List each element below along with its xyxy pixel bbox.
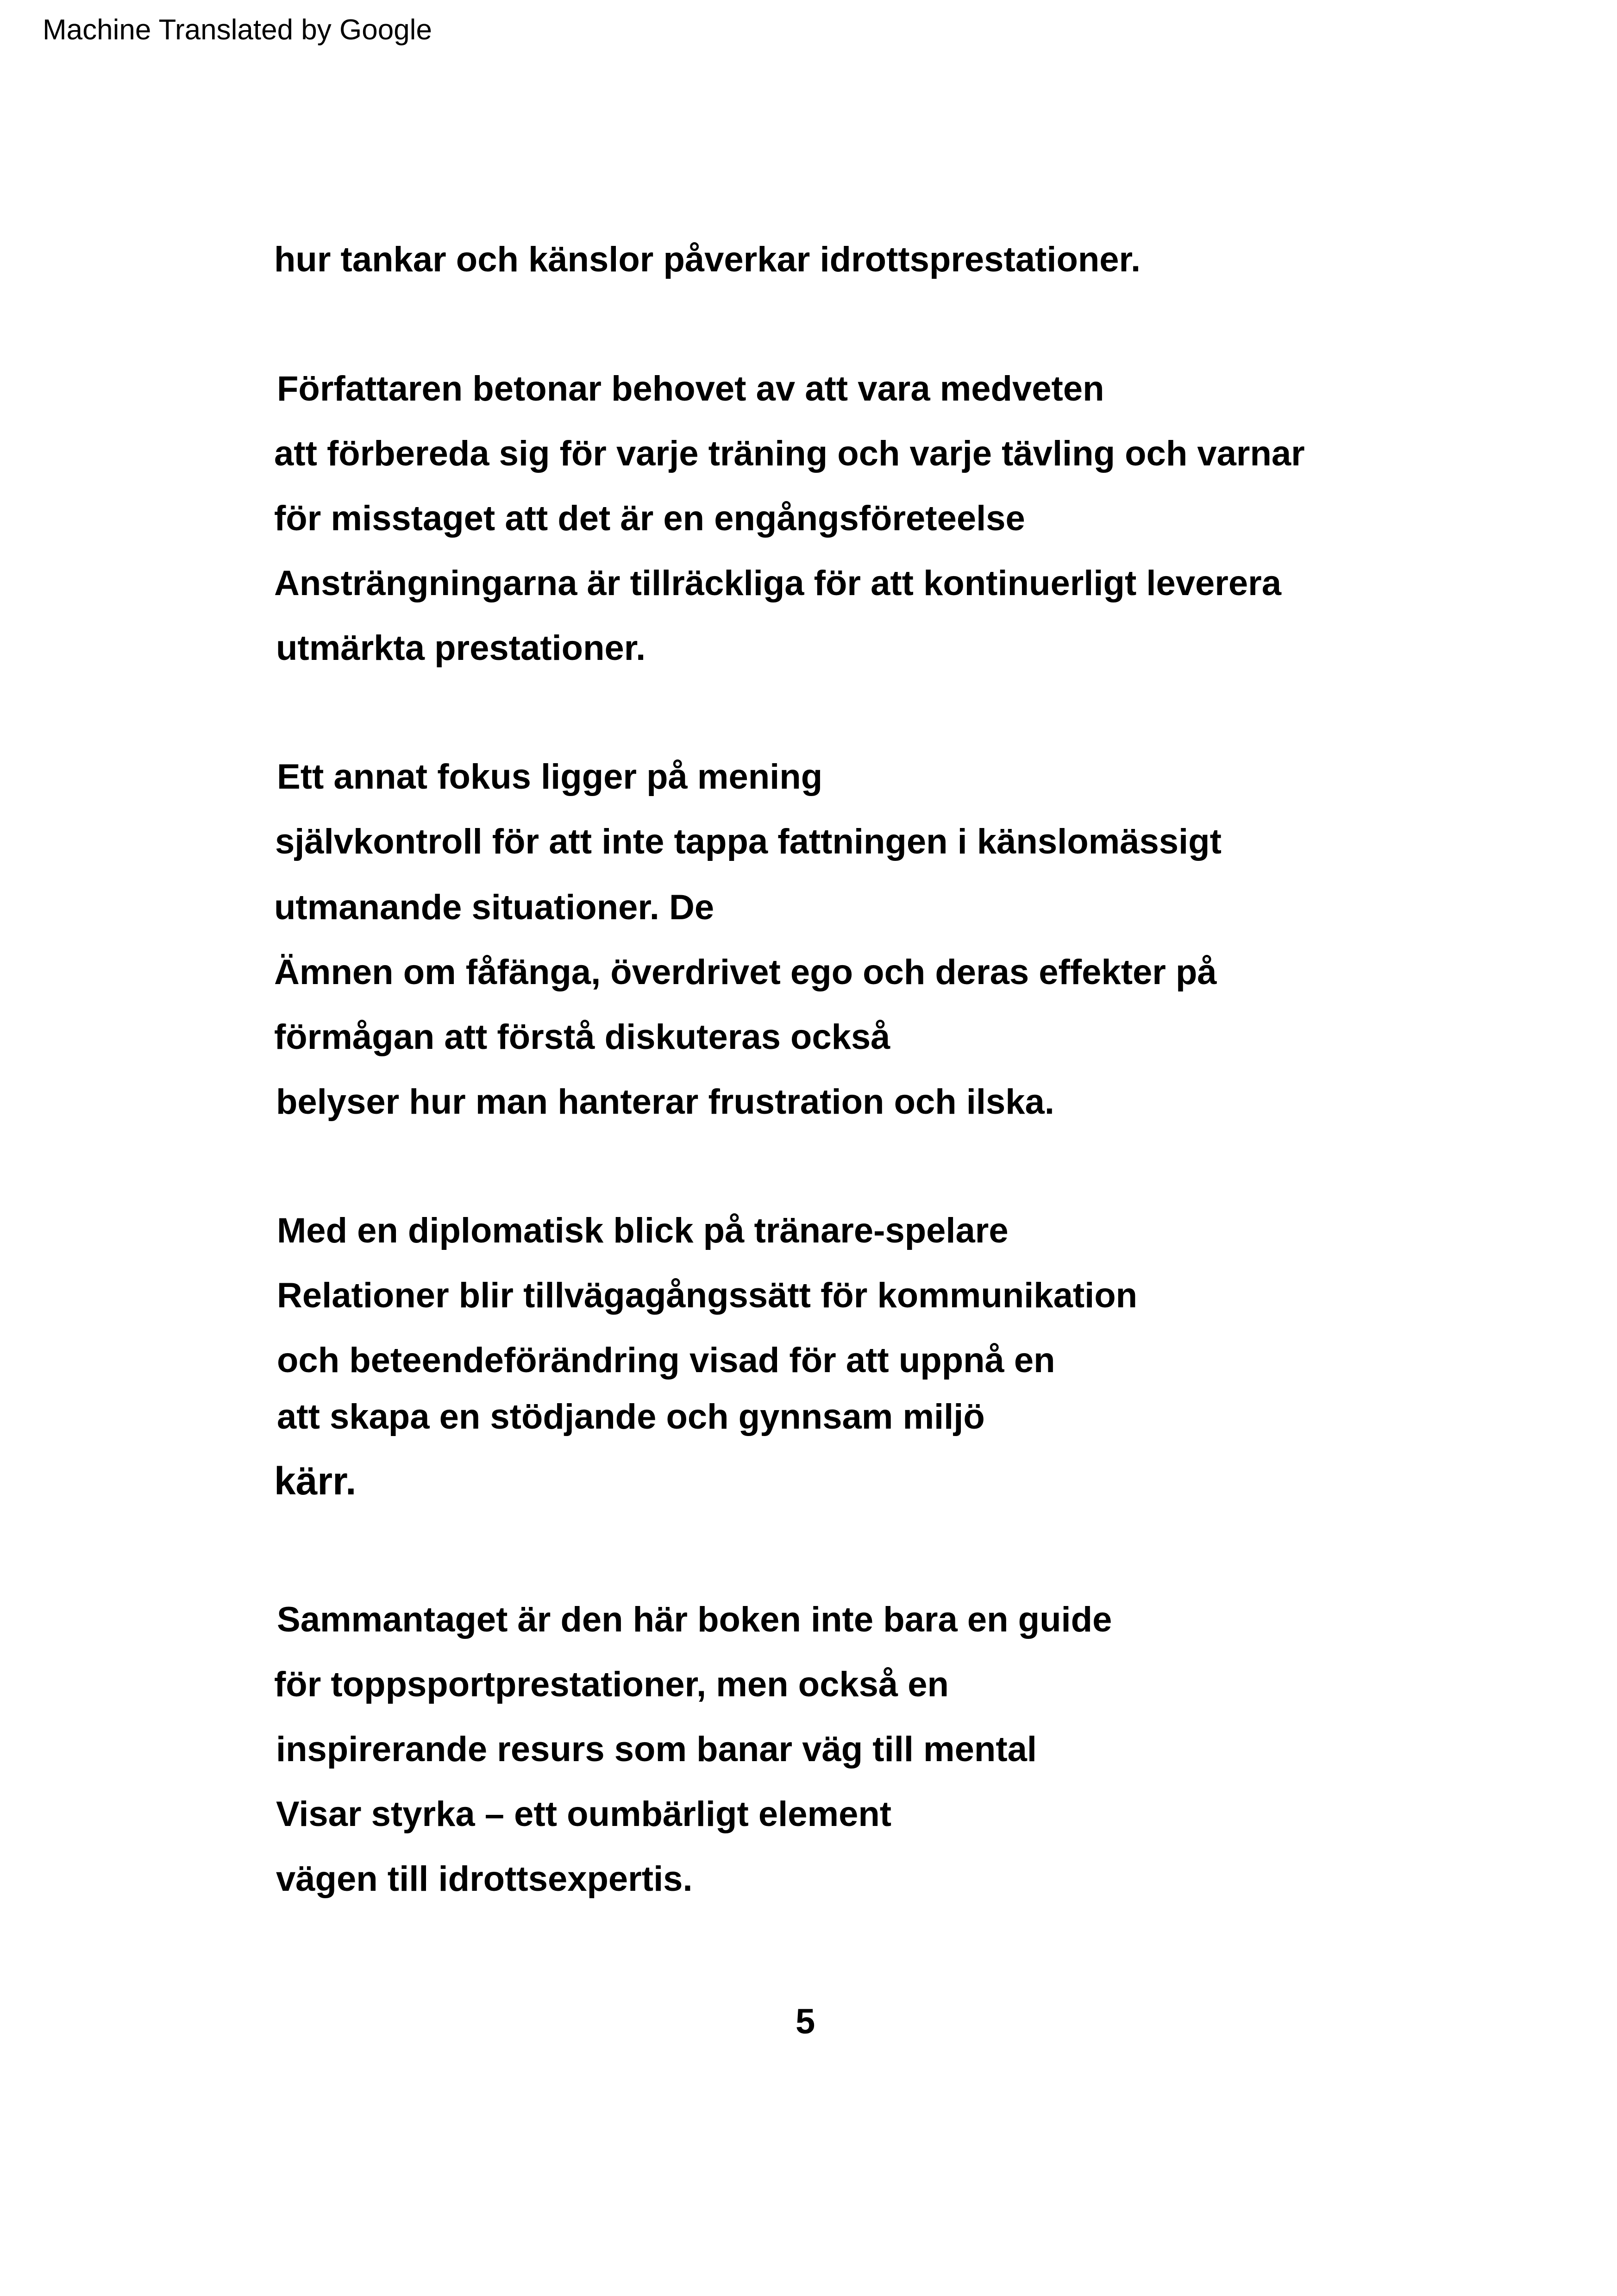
text-line: Med en diplomatisk blick på tränare-spelare bbox=[277, 1211, 1009, 1250]
text-line: att skapa en stödjande och gynnsam miljö bbox=[277, 1397, 985, 1437]
text-line: självkontroll för att inte tappa fattningen i känslomässigt bbox=[275, 822, 1222, 861]
text-line: Ett annat fokus ligger på mening bbox=[277, 757, 823, 797]
text-line: Författaren betonar behovet av att vara medveten bbox=[277, 369, 1104, 408]
text-line: för misstaget att det är en engångsföreteelse bbox=[274, 499, 1025, 538]
text-line: Relationer blir tillvägagångssätt för kommunikation bbox=[277, 1276, 1138, 1315]
text-line: Sammantaget är den här boken inte bara en guide bbox=[277, 1600, 1112, 1639]
page-number: 5 bbox=[796, 2002, 815, 2041]
text-line: kärr. bbox=[274, 1459, 357, 1503]
text-line: hur tankar och känslor påverkar idrottsprestationer. bbox=[274, 240, 1141, 279]
text-line: att förbereda sig för varje träning och varje tävling och varnar bbox=[274, 434, 1305, 473]
text-line: Visar styrka – ett oumbärligt element bbox=[276, 1794, 892, 1834]
text-line: och beteendeförändring visad för att uppnå en bbox=[277, 1341, 1055, 1380]
text-line: för toppsportprestationer, men också en bbox=[274, 1665, 949, 1704]
text-line: Ansträngningarna är tillräckliga för att kontinuerligt leverera bbox=[274, 564, 1281, 603]
text-line: utmanande situationer. De bbox=[274, 888, 714, 927]
text-line: utmärkta prestationer. bbox=[276, 628, 646, 668]
text-line: belyser hur man hanterar frustration och ilska. bbox=[276, 1082, 1054, 1122]
text-line: inspirerande resurs som banar väg till mental bbox=[276, 1730, 1037, 1769]
text-line: Ämnen om fåfänga, överdrivet ego och deras effekter på bbox=[274, 953, 1217, 992]
machine-translation-note: Machine Translated by Google bbox=[43, 14, 432, 46]
text-line: vägen till idrottsexpertis. bbox=[276, 1859, 693, 1899]
text-line: förmågan att förstå diskuteras också bbox=[274, 1017, 890, 1057]
